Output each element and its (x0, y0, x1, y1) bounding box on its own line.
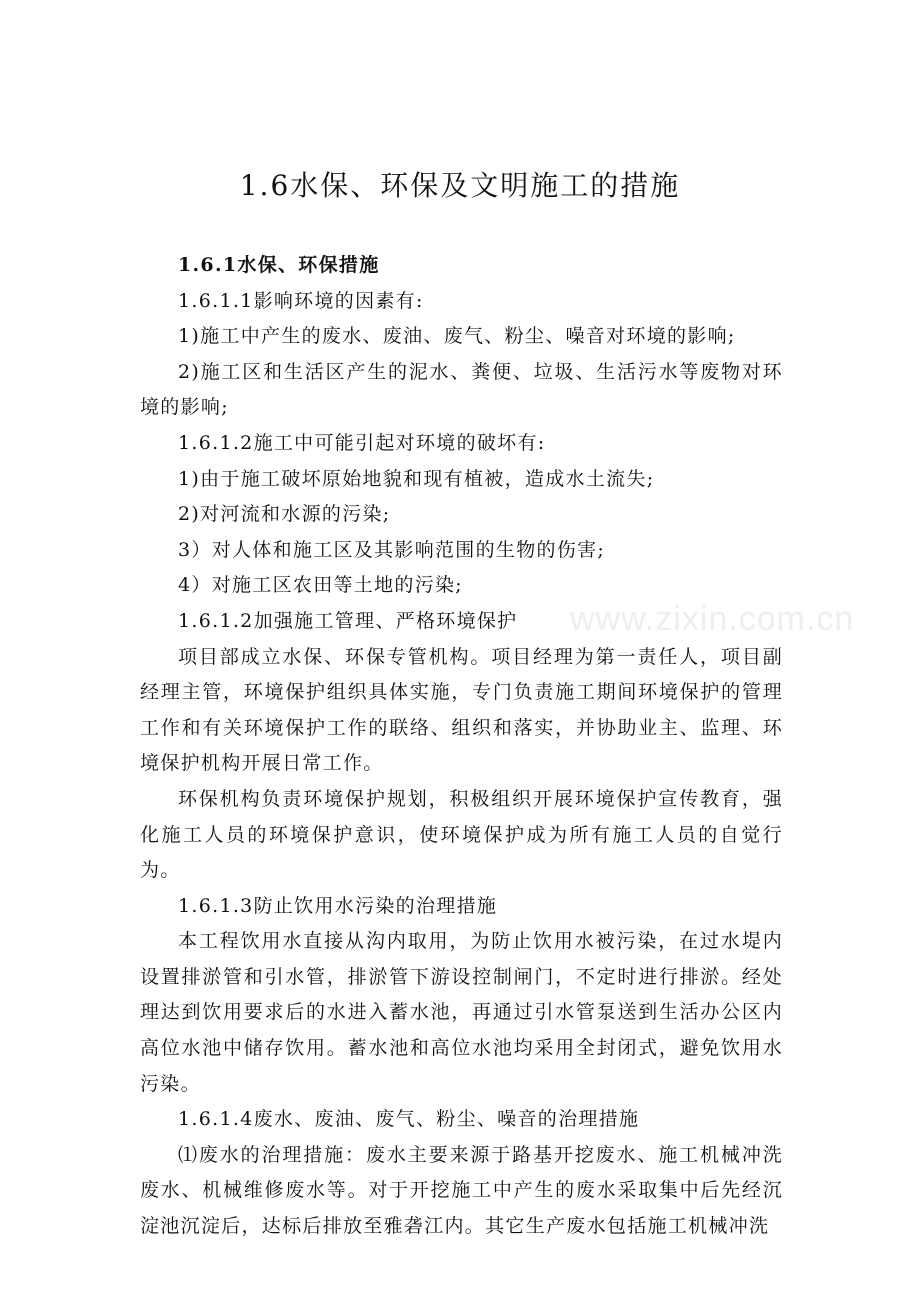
list-item: 2)施工区和生活区产生的泥水、粪便、垃圾、生活污水等废物对环境的影响; (140, 360, 783, 419)
list-item: 1)由于施工破坏原始地貌和现有植被，造成水土流失; (178, 467, 655, 490)
body-paragraph: 环保机构负责环境保护规划，积极组织开展环境保护宣传教育，强化施工人员的环境保护意识，使环境保护成为所有施工人员的自觉行为。 (140, 787, 783, 882)
subsection-heading: 1.6.1.3防止饮用水污染的治理措施 (178, 894, 498, 917)
section-heading: 1.6.1水保、环保措施 (178, 254, 380, 276)
subsection-heading: 1.6.1.2加强施工管理、严格环境保护 (178, 609, 518, 632)
watermark: www.zixin.com.cn (570, 600, 855, 638)
body-paragraph: ⑴废水的治理措施：废水主要来源于路基开挖废水、施工机械冲洗废水、机械维修废水等。对于开挖施工中产生的废水采取集中后先经沉淀池沉淀后，达标后排放至雅砻江内。其它生产废水包括施工机械冲洗 (140, 1143, 783, 1238)
body-paragraph: 项目部成立水保、环保专管机构。项目经理为第一责任人，项目副经理主管，环境保护组织具体实施，专门负责施工期间环境保护的管理工作和有关环境保护工作的联络、组织和落实，并协助业主、监理、环境保护机构开展日常工作。 (140, 645, 783, 775)
subsection-heading: 1.6.1.1影响环境的因素有: (178, 289, 424, 312)
document-body (140, 248, 783, 1245)
list-item: 3）对人体和施工区及其影响范围的生物的伤害; (178, 538, 606, 561)
document-title: 1.6水保、环保及文明施工的措施 (239, 169, 681, 202)
list-item: 1)施工中产生的废水、废油、废气、粉尘、噪音对环境的影响; (178, 325, 736, 348)
list-item: 2)对河流和水源的污染; (178, 503, 391, 526)
list-item: 4）对施工区农田等土地的污染; (178, 574, 463, 597)
body-paragraph: 本工程饮用水直接从沟内取用，为防止饮用水被污染，在过水堤内设置排淤管和引水管，排淤管下游设控制闸门，不定时进行排淤。经处理达到饮用要求后的水进入蓄水池，再通过引水管泵送到生活办公区内高位水池中储存饮用。蓄水池和高位水池均采用全封闭式，避免饮用水污染。 (140, 930, 783, 1095)
subsection-heading: 1.6.1.2施工中可能引起对环境的破坏有: (178, 431, 546, 454)
subsection-heading: 1.6.1.4废水、废油、废气、粉尘、噪音的治理措施 (178, 1108, 640, 1131)
